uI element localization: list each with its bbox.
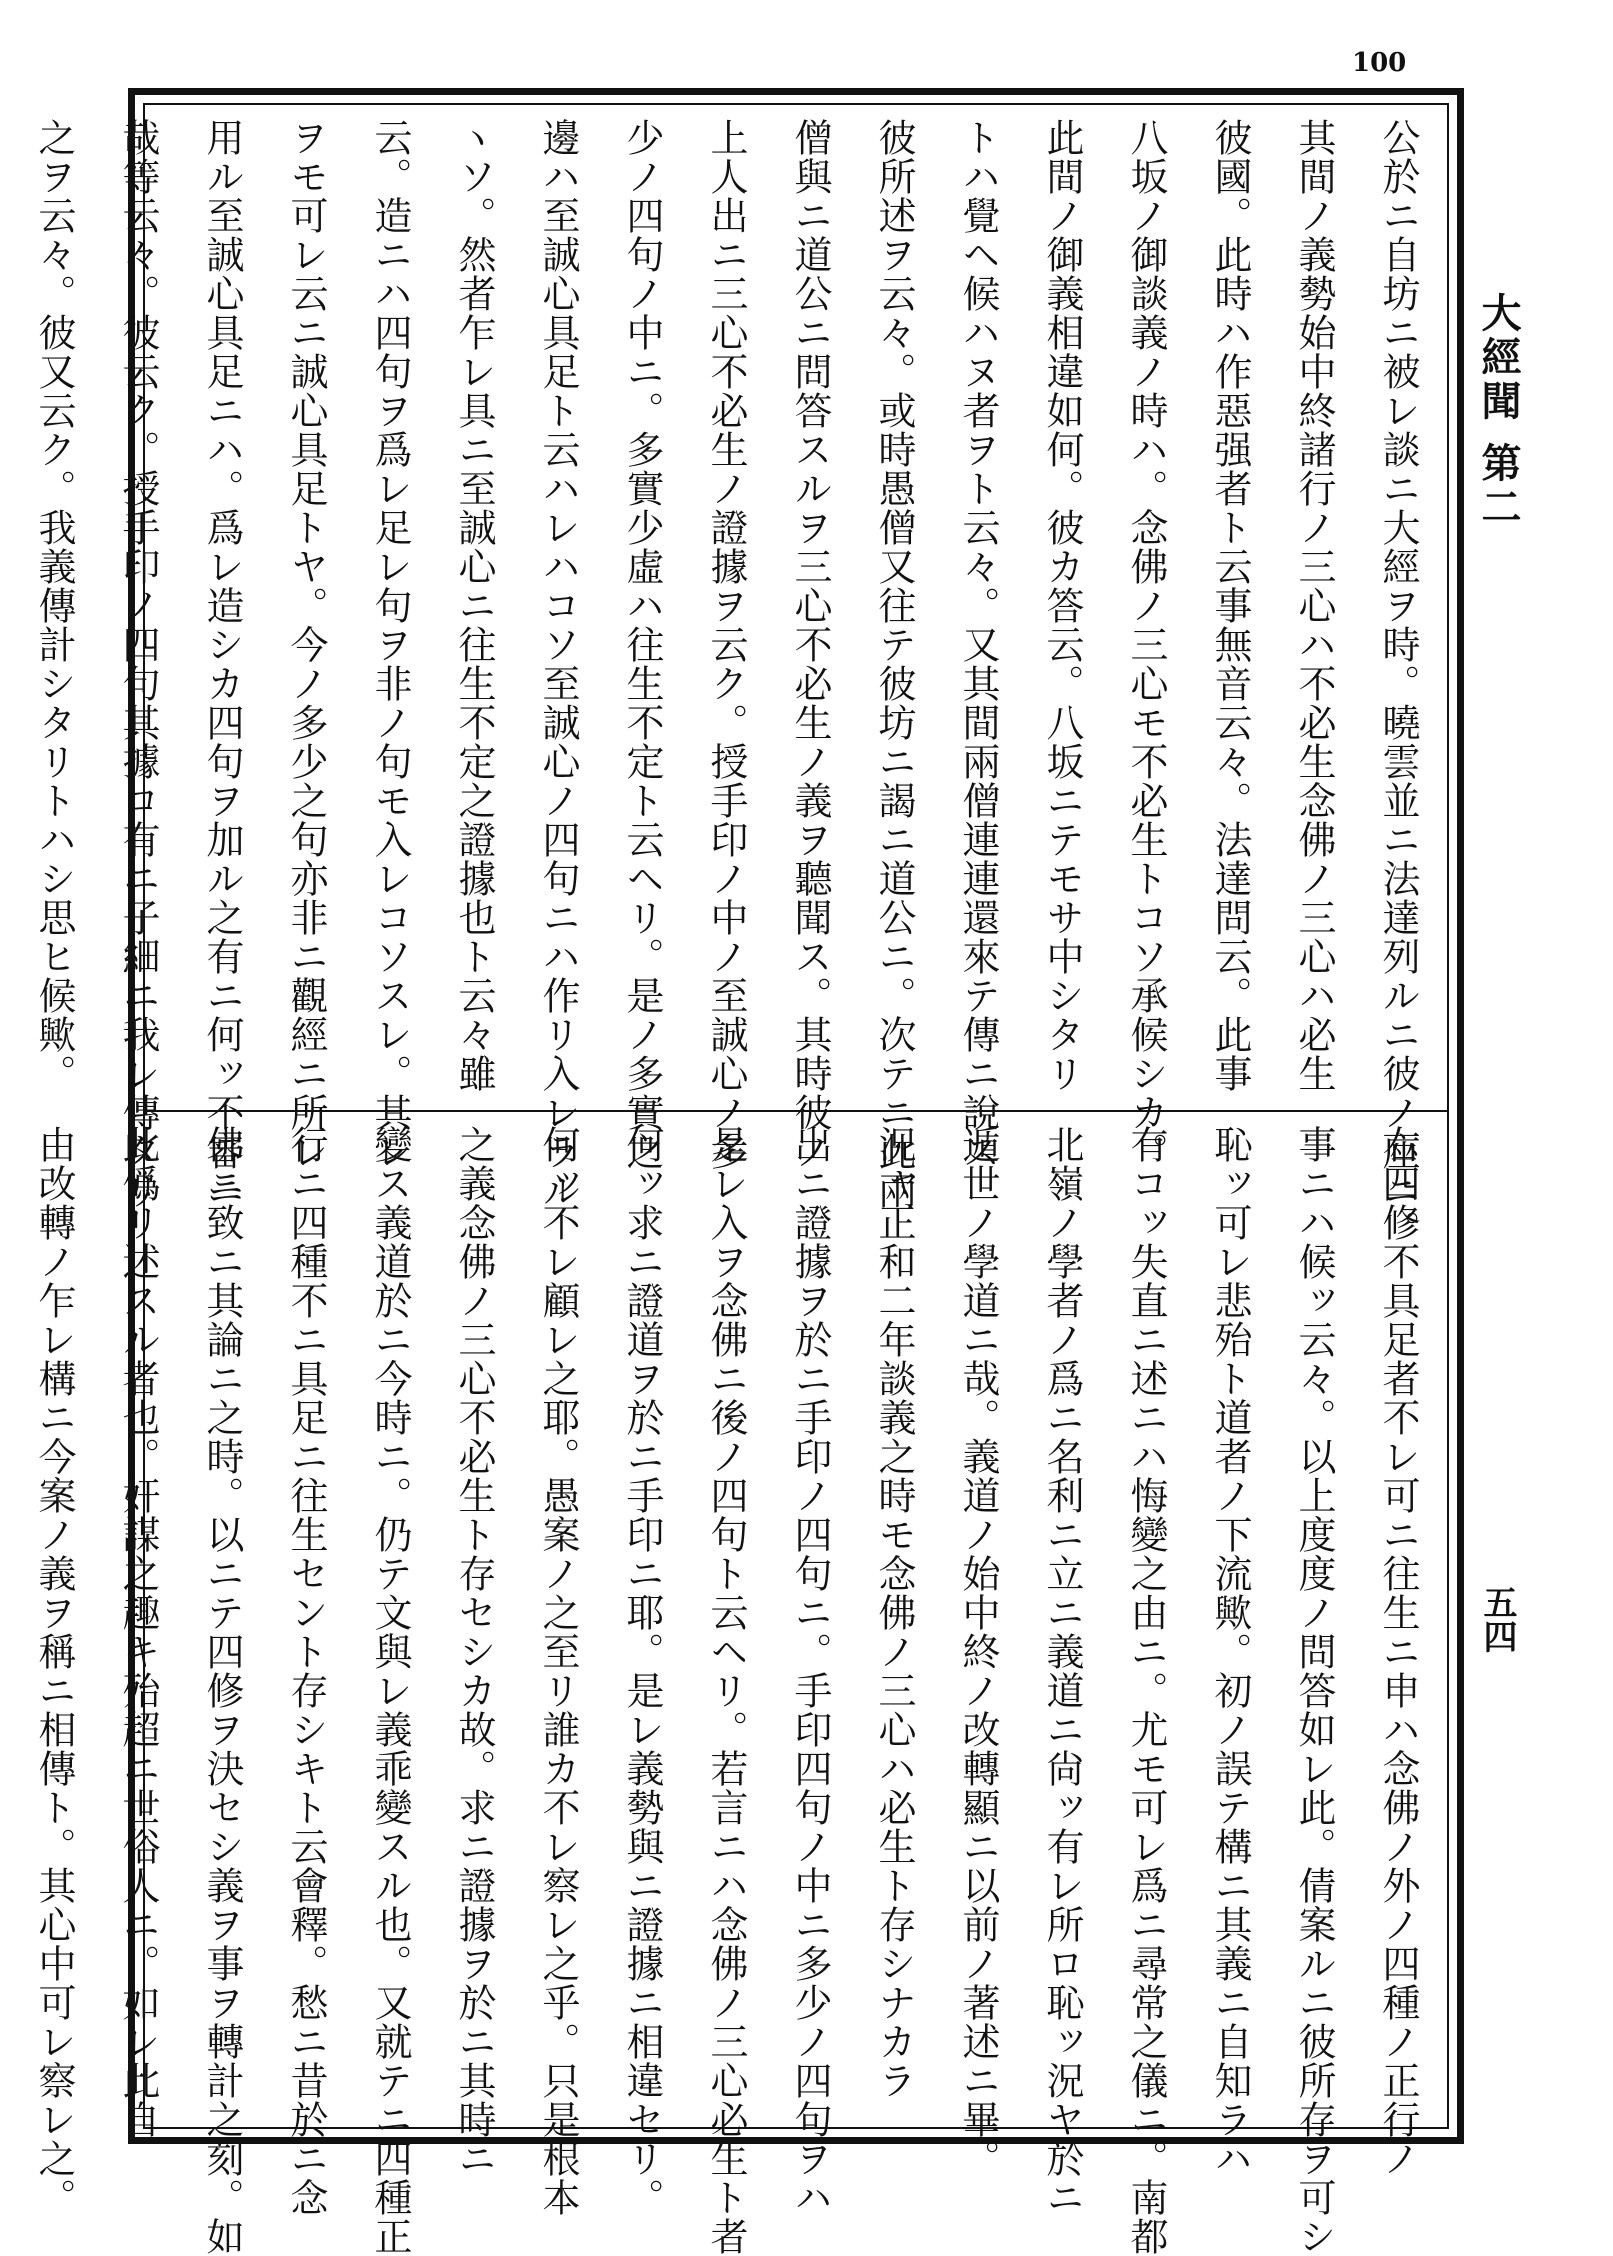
text-column: 其間ノ義勢始中終諸行ノ三心ハ不必生念佛ノ三心ハ必生	[1292, 118, 1336, 1093]
text-column: 北嶺ノ學者ノ爲ニ名利ニ立ニ義道ニ尙ッ有レ所ロ恥ッ況ヤ於ニ	[1040, 1125, 1084, 2217]
text-column: トハ覺ヘ候ハヌ者ヲト云々。又其間兩僧連連還來テ傳ニ說ス	[956, 118, 1000, 1171]
text-column: 此僞リ述スル者也。奸謀之趣キ殆超ニ世俗人ニ。如レ此自	[116, 1125, 160, 2139]
text-column: 云。造ニハ四句ヲ爲レ足レ句ヲ非ノ句モ入レコソスレ。其レ	[368, 118, 412, 1171]
running-title: 大經聞 第二	[1475, 292, 1522, 530]
text-column: ヲモ可レ云ニ誠心具足トヤ。今ノ多少之句亦非ニ觀經ニ所レ	[284, 118, 328, 1171]
text-column: 行ニ四種不ニ具足ニ往生セント存シキト云會釋。愁ニ昔於ニ念	[284, 1125, 328, 2217]
text-column: 何ッ不レ顧レ之耶。愚案ノ之至リ誰カ不レ察レ之乎。只是根本	[536, 1125, 580, 2217]
text-column: 況ャ正和二年談義之時モ念佛ノ三心ハ必生ト存シナカラ	[872, 1125, 916, 2100]
text-column: 之ヲ云々。彼又云ク。我義傳計シタリトハシ思ヒ候歟。	[32, 118, 76, 1093]
text-column: 此間ノ御義相違如何。彼カ答云。八坂ニテモサ中シタリ	[1040, 118, 1084, 1093]
text-column: 之義念佛ノ三心不必生ト存セシカ故。求ニ證據ヲ於ニ其時ニ	[452, 1125, 496, 2178]
text-column: 邊ハ至誠心具足ト云ハレハコソ至誠心ノ四句ニハ作リ入レラル	[536, 118, 580, 1210]
text-column: 由改轉ノ乍レ構ニ今案ノ義ヲ稱ニ相傳ト。其心中可レ察レ之。	[32, 1125, 76, 2217]
text-column: 有コッ失直ニ述ニハ悔變之由ニ。尤モ可レ爲ニ尋常之儀ニ。南都	[1124, 1125, 1168, 2256]
text-column: 少ノ四句ノ中ニ。多實少虛ハ往生不定ト云ヘリ。是ノ多實之	[620, 118, 664, 1171]
page-number: 100	[1352, 48, 1407, 78]
text-column: 恥ッ可レ悲殆ト道者ノ下流歟。初ノ誤テ構ニ其義ニ自知ラハ	[1208, 1125, 1252, 2178]
upper-text-panel	[32, 118, 1440, 1249]
text-column: 右四修不具足者不レ可ニ往生ニ申ハ念佛ノ外ノ四種ノ正行ノ	[1376, 1125, 1420, 2178]
text-column: 佛ニ致ニ其論ニ之時。以ニテ四修ヲ決セシ義ヲ事ヲ轉計之刻。如	[200, 1125, 244, 2256]
text-column: 公於ニ自坊ニ被レ談ニ大經ヲ時。曉雲並ニ法達列ルニ彼ノ座ニ。	[1376, 118, 1420, 1249]
text-column: 變ス義道於ニ今時ニ。仍テ文與レ義乖變スル也。又就テニ四種正	[368, 1125, 412, 2256]
text-column: 哉等云々。彼云ク。授手印ノ四句其據ロ有ニ子細ニ我レ傳タリ	[116, 118, 160, 1210]
folio-number: 五四	[1477, 1585, 1517, 1653]
text-column: 是レ入ヲ念佛ニ後ノ四句ト云ヘリ。若言ニハ念佛ノ三心必生ト者	[704, 1125, 748, 2256]
text-column: 上人出ニ三心不必生ノ證據ヲ云ク。授手印ノ中ノ至誠心ノ多	[704, 118, 748, 1171]
text-column: 出ニ證據ヲ於ニ手印ノ四句ニ。手印四句ノ中ニ多少ノ四句ヲハ	[788, 1125, 832, 2217]
text-column: 用ル至誠心具足ニハ。爲レ造シカ四句ヲ加ル之有ニ何ッ不審ニ	[200, 118, 244, 1210]
text-column: 彼國。此時ハ作惡强者ト云事無音云々。法達問云。此事	[1208, 118, 1252, 1093]
text-column: ヽソ。然者乍レ具ニ至誠心ニ往生不定之證據也ト云々雖	[452, 118, 496, 1093]
lower-text-panel	[32, 1125, 1440, 2256]
text-column: 遁世ノ學道ニ哉。義道ノ始中終ノ改轉顯ニ以前ノ著述ニ畢。	[956, 1125, 1000, 2178]
text-column: 八坂ノ御談義ノ時ハ。念佛ノ三心モ不必生トコソ承候シカ。	[1124, 118, 1168, 1171]
text-column: 事ニハ候ッ云々。以上度度ノ問答如レ此。倩案ルニ彼所存ヲ可シ	[1292, 1125, 1336, 2256]
text-column: 彼所述ヲ云々。或時愚僧又往テ彼坊ニ謁ニ道公ニ。次テニ此兩	[872, 118, 916, 1210]
text-column: 僧與ニ道公ニ問答スルヲ三心不必生ノ義ヲ聽聞ス。其時彼ノ	[788, 118, 832, 1171]
text-column: 何ッ求ニ證道ヲ於ニ手印ニ耶。是レ義勢與ニ證據ニ相違セリ。	[620, 1125, 664, 2217]
